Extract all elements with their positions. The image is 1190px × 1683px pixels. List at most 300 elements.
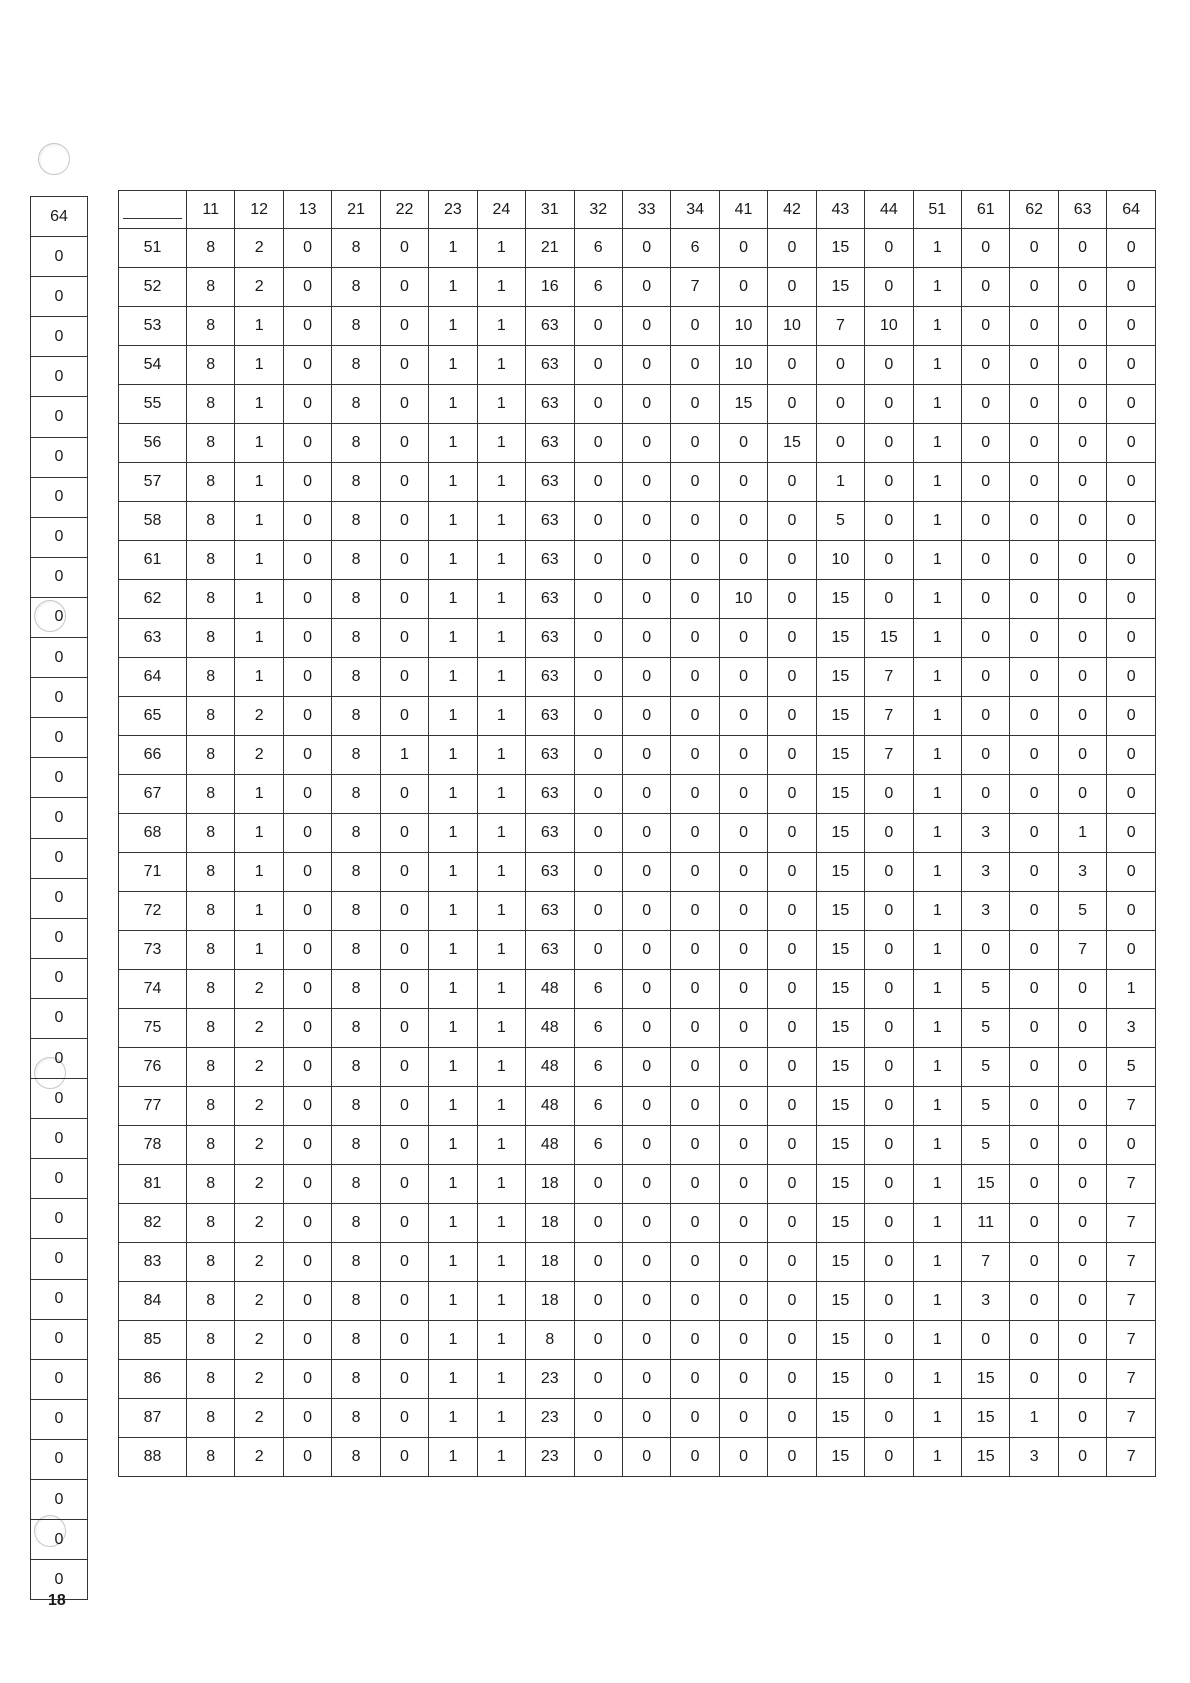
table-cell: 0	[962, 424, 1010, 463]
table-cell: 0	[1107, 346, 1156, 385]
row-label: 68	[119, 814, 187, 853]
table-cell: 1	[913, 1360, 961, 1399]
table-cell: 1	[235, 346, 283, 385]
table-cell: 0	[1058, 463, 1106, 502]
table-cell: 0	[719, 619, 767, 658]
table-cell: 0	[622, 1087, 670, 1126]
table-cell: 0	[1058, 1282, 1106, 1321]
table-cell: 0	[865, 892, 913, 931]
table-row	[119, 463, 1156, 502]
table-cell: 10	[719, 346, 767, 385]
table-cell: 0	[622, 229, 670, 268]
table-cell: 0	[1010, 385, 1058, 424]
table-cell: 1	[429, 1126, 477, 1165]
table-cell: 2	[235, 1165, 283, 1204]
table-cell: 10	[768, 307, 816, 346]
table-cell: 1	[429, 814, 477, 853]
table-row	[119, 970, 1156, 1009]
table-cell: 1	[429, 1165, 477, 1204]
table-cell: 0	[574, 580, 622, 619]
table-cell: 0	[768, 1399, 816, 1438]
table-cell: 0	[622, 853, 670, 892]
table-cell: 8	[332, 814, 380, 853]
table-cell: 1	[429, 697, 477, 736]
table-cell: 8	[187, 1321, 235, 1360]
table-cell: 1	[1010, 1399, 1058, 1438]
table-cell: 1	[429, 892, 477, 931]
table-cell: 0	[622, 541, 670, 580]
row-label: 54	[119, 346, 187, 385]
table-cell: 1	[429, 1087, 477, 1126]
table-cell: 1	[913, 1048, 961, 1087]
table-cell: 0	[380, 1282, 428, 1321]
row-label: 83	[119, 1243, 187, 1282]
table-cell: 15	[816, 229, 864, 268]
table-cell: 1	[429, 1399, 477, 1438]
table-cell: 1	[429, 775, 477, 814]
table-cell: 48	[526, 1126, 574, 1165]
table-cell: 0	[1010, 1321, 1058, 1360]
table-cell: 0	[719, 1399, 767, 1438]
table-cell: 1	[477, 1009, 525, 1048]
table-cell: 0	[768, 1048, 816, 1087]
table-cell: 8	[332, 658, 380, 697]
table-cell: 15	[962, 1399, 1010, 1438]
table-cell: 0	[1058, 1009, 1106, 1048]
table-cell: 1	[913, 1438, 961, 1477]
table-cell: 63	[526, 931, 574, 970]
table-cell: 0	[768, 1282, 816, 1321]
table-cell: 1	[913, 892, 961, 931]
table-cell: 0	[719, 658, 767, 697]
table-cell: 8	[332, 424, 380, 463]
table-cell: 0	[865, 1009, 913, 1048]
table-row	[119, 1048, 1156, 1087]
table-cell: 0	[283, 1204, 331, 1243]
table-row	[119, 892, 1156, 931]
table-cell: 0	[1058, 580, 1106, 619]
table-cell: 8	[187, 775, 235, 814]
table-cell: 7	[671, 268, 719, 307]
table-cell: 0	[1010, 814, 1058, 853]
table-cell: 0	[380, 853, 428, 892]
table-cell: 0	[1010, 970, 1058, 1009]
table-cell: 0	[1058, 619, 1106, 658]
table-cell: 1	[913, 541, 961, 580]
table-cell: 0	[671, 385, 719, 424]
left-column-cell: 0	[31, 517, 87, 557]
table-cell: 1	[235, 424, 283, 463]
table-cell: 1	[429, 1048, 477, 1087]
row-label: 58	[119, 502, 187, 541]
table-cell: 0	[283, 1321, 331, 1360]
table-cell: 0	[622, 1048, 670, 1087]
table-cell: 15	[962, 1360, 1010, 1399]
table-cell: 0	[1010, 580, 1058, 619]
table-cell: 0	[1010, 853, 1058, 892]
table-cell: 8	[332, 1399, 380, 1438]
table-cell: 0	[671, 541, 719, 580]
table-cell: 0	[962, 307, 1010, 346]
table-cell: 1	[477, 1399, 525, 1438]
table-cell: 0	[1107, 541, 1156, 580]
table-cell: 63	[526, 736, 574, 775]
table-row	[119, 385, 1156, 424]
table-cell: 1	[477, 1360, 525, 1399]
table-cell: 1	[477, 697, 525, 736]
column-header: 13	[283, 191, 331, 229]
table-cell: 1	[429, 1438, 477, 1477]
table-cell: 63	[526, 697, 574, 736]
row-label: 75	[119, 1009, 187, 1048]
table-cell: 0	[1107, 658, 1156, 697]
table-cell: 21	[526, 229, 574, 268]
table-cell: 0	[574, 775, 622, 814]
table-cell: 0	[622, 970, 670, 1009]
left-column-cell: 0	[31, 838, 87, 878]
table-cell: 8	[332, 268, 380, 307]
table-cell: 0	[622, 346, 670, 385]
table-cell: 1	[429, 502, 477, 541]
header-row	[119, 191, 1156, 229]
table-cell: 0	[1107, 697, 1156, 736]
table-cell: 16	[526, 268, 574, 307]
table-cell: 0	[574, 1204, 622, 1243]
row-label: 74	[119, 970, 187, 1009]
table-cell: 1	[477, 268, 525, 307]
table-cell: 0	[622, 424, 670, 463]
table-row	[119, 424, 1156, 463]
row-label: 52	[119, 268, 187, 307]
table-cell: 1	[429, 1204, 477, 1243]
table-cell: 0	[1058, 1438, 1106, 1477]
table-cell: 0	[380, 268, 428, 307]
table-cell: 1	[429, 541, 477, 580]
table-cell: 0	[671, 1321, 719, 1360]
table-row	[119, 658, 1156, 697]
table-cell: 1	[913, 1204, 961, 1243]
column-header: 63	[1058, 191, 1106, 229]
table-cell: 0	[283, 1048, 331, 1087]
table-cell: 1	[913, 775, 961, 814]
table-cell: 1	[429, 970, 477, 1009]
table-cell: 1	[429, 346, 477, 385]
table-cell: 0	[283, 892, 331, 931]
table-cell: 0	[380, 229, 428, 268]
table-cell: 63	[526, 619, 574, 658]
table-row	[119, 541, 1156, 580]
left-column-cell: 0	[31, 597, 87, 637]
table-cell: 0	[719, 1204, 767, 1243]
table-cell: 0	[671, 502, 719, 541]
table-cell: 5	[816, 502, 864, 541]
table-cell: 0	[865, 268, 913, 307]
table-cell: 1	[235, 619, 283, 658]
table-cell: 8	[332, 1321, 380, 1360]
table-cell: 15	[816, 1438, 864, 1477]
table-cell: 63	[526, 892, 574, 931]
left-column-cell: 0	[31, 998, 87, 1038]
table-cell: 63	[526, 307, 574, 346]
table-cell: 8	[332, 1360, 380, 1399]
table-cell: 7	[816, 307, 864, 346]
table-row	[119, 736, 1156, 775]
table-cell: 11	[962, 1204, 1010, 1243]
table-cell: 8	[187, 1243, 235, 1282]
table-cell: 0	[962, 463, 1010, 502]
table-cell: 1	[477, 1165, 525, 1204]
table-cell: 0	[865, 580, 913, 619]
row-label: 77	[119, 1087, 187, 1126]
table-cell: 1	[913, 424, 961, 463]
table-cell: 0	[283, 1282, 331, 1321]
table-cell: 1	[235, 931, 283, 970]
table-cell: 0	[283, 1009, 331, 1048]
table-cell: 15	[816, 1399, 864, 1438]
table-cell: 0	[1010, 1165, 1058, 1204]
table-cell: 0	[719, 1438, 767, 1477]
table-cell: 0	[283, 1165, 331, 1204]
table-cell: 0	[768, 892, 816, 931]
table-cell: 0	[574, 736, 622, 775]
table-row	[119, 814, 1156, 853]
table-cell: 8	[332, 1009, 380, 1048]
column-header: 32	[574, 191, 622, 229]
table-cell: 0	[671, 1087, 719, 1126]
table-cell: 1	[477, 1087, 525, 1126]
left-column-header: 64	[31, 196, 87, 236]
left-column-cell: 0	[31, 1359, 87, 1399]
table-cell: 15	[962, 1165, 1010, 1204]
table-cell: 0	[574, 892, 622, 931]
table-cell: 0	[865, 853, 913, 892]
table-cell: 8	[187, 970, 235, 1009]
punch-hole	[38, 143, 70, 175]
table-cell: 1	[477, 619, 525, 658]
row-label: 86	[119, 1360, 187, 1399]
table-cell: 0	[1058, 1243, 1106, 1282]
table-cell: 0	[1107, 619, 1156, 658]
table-cell: 1	[429, 658, 477, 697]
table-cell: 15	[816, 892, 864, 931]
table-cell: 0	[719, 1048, 767, 1087]
table-cell: 7	[1107, 1165, 1156, 1204]
table-cell: 8	[187, 346, 235, 385]
table-cell: 0	[574, 346, 622, 385]
column-header: 31	[526, 191, 574, 229]
table-cell: 0	[283, 736, 331, 775]
table-cell: 6	[574, 268, 622, 307]
table-cell: 1	[429, 307, 477, 346]
table-cell: 1	[429, 463, 477, 502]
table-cell: 0	[1010, 1360, 1058, 1399]
table-cell: 2	[235, 1438, 283, 1477]
table-cell: 0	[671, 814, 719, 853]
table-cell: 0	[962, 697, 1010, 736]
table-cell: 1	[913, 697, 961, 736]
table-cell: 1	[477, 463, 525, 502]
table-cell: 0	[1010, 346, 1058, 385]
table-cell: 1	[429, 853, 477, 892]
table-row	[119, 1009, 1156, 1048]
table-cell: 1	[429, 1243, 477, 1282]
table-cell: 0	[574, 658, 622, 697]
table-cell: 0	[671, 892, 719, 931]
table-cell: 0	[380, 1009, 428, 1048]
left-column-cell: 0	[31, 557, 87, 597]
table-cell: 0	[380, 1204, 428, 1243]
page-number: 18	[48, 1592, 66, 1609]
table-cell: 0	[622, 658, 670, 697]
table-cell: 1	[913, 463, 961, 502]
table-cell: 2	[235, 1243, 283, 1282]
table-cell: 0	[962, 580, 1010, 619]
table-cell: 63	[526, 775, 574, 814]
table-cell: 8	[187, 658, 235, 697]
table-cell: 6	[574, 1087, 622, 1126]
table-cell: 8	[187, 1087, 235, 1126]
left-column-cell: 0	[31, 1319, 87, 1359]
table-cell: 0	[719, 1126, 767, 1165]
table-cell: 0	[962, 346, 1010, 385]
table-cell: 0	[768, 385, 816, 424]
table-cell: 1	[429, 424, 477, 463]
table-cell: 2	[235, 1048, 283, 1087]
table-row	[119, 1282, 1156, 1321]
table-cell: 63	[526, 502, 574, 541]
table-cell: 1	[816, 463, 864, 502]
table-cell: 0	[768, 853, 816, 892]
table-cell: 0	[962, 775, 1010, 814]
table-cell: 0	[768, 229, 816, 268]
table-cell: 0	[283, 697, 331, 736]
table-cell: 8	[187, 1165, 235, 1204]
table-cell: 0	[574, 463, 622, 502]
table-cell: 0	[671, 307, 719, 346]
table-cell: 5	[962, 1048, 1010, 1087]
table-cell: 8	[332, 541, 380, 580]
table-cell: 0	[283, 463, 331, 502]
table-cell: 0	[380, 1087, 428, 1126]
table-cell: 0	[719, 463, 767, 502]
table-cell: 1	[477, 502, 525, 541]
table-cell: 0	[574, 931, 622, 970]
table-cell: 0	[380, 970, 428, 1009]
table-cell: 1	[913, 619, 961, 658]
table-cell: 8	[332, 1048, 380, 1087]
table-cell: 6	[671, 229, 719, 268]
table-cell: 1	[429, 931, 477, 970]
table-cell: 0	[865, 970, 913, 1009]
table-cell: 0	[283, 814, 331, 853]
table-cell: 0	[719, 697, 767, 736]
table-cell: 0	[768, 736, 816, 775]
table-cell: 0	[622, 892, 670, 931]
column-header: 34	[671, 191, 719, 229]
table-cell: 8	[332, 346, 380, 385]
table-cell: 1	[913, 814, 961, 853]
column-header: 24	[477, 191, 525, 229]
table-cell: 3	[962, 1282, 1010, 1321]
table-cell: 8	[187, 385, 235, 424]
table-cell: 8	[187, 424, 235, 463]
table-cell: 0	[283, 1126, 331, 1165]
column-header: 44	[865, 191, 913, 229]
table-cell: 0	[962, 229, 1010, 268]
table-cell: 15	[768, 424, 816, 463]
left-column-cell: 0	[31, 1038, 87, 1078]
table-cell: 0	[719, 1282, 767, 1321]
table-cell: 2	[235, 1126, 283, 1165]
table-row	[119, 307, 1156, 346]
table-cell: 8	[187, 853, 235, 892]
left-column-cell: 0	[31, 1279, 87, 1319]
table-row	[119, 775, 1156, 814]
table-cell: 0	[1010, 1048, 1058, 1087]
row-label: 66	[119, 736, 187, 775]
table-cell: 1	[235, 502, 283, 541]
table-cell: 0	[1107, 892, 1156, 931]
table-cell: 8	[332, 892, 380, 931]
table-cell: 1	[913, 346, 961, 385]
table-cell: 3	[962, 814, 1010, 853]
table-cell: 5	[962, 1087, 1010, 1126]
table-cell: 8	[332, 931, 380, 970]
left-column-cell: 0	[31, 477, 87, 517]
left-column-cell: 0	[31, 797, 87, 837]
table-cell: 8	[332, 229, 380, 268]
table-cell: 15	[816, 931, 864, 970]
table-cell: 0	[768, 1165, 816, 1204]
table-cell: 1	[913, 736, 961, 775]
left-column-cell: 0	[31, 958, 87, 998]
table-cell: 0	[1058, 1165, 1106, 1204]
table-cell: 1	[1107, 970, 1156, 1009]
table-cell: 15	[816, 1087, 864, 1126]
table-cell: 0	[622, 580, 670, 619]
table-cell: 0	[380, 931, 428, 970]
table-cell: 8	[332, 1204, 380, 1243]
row-label: 55	[119, 385, 187, 424]
table-cell: 0	[574, 1360, 622, 1399]
table-cell: 0	[1010, 892, 1058, 931]
left-column-cell: 0	[31, 1439, 87, 1479]
table-cell: 15	[816, 814, 864, 853]
table-cell: 63	[526, 658, 574, 697]
table-cell: 0	[768, 1009, 816, 1048]
table-cell: 0	[671, 463, 719, 502]
table-cell: 8	[187, 736, 235, 775]
table-cell: 1	[429, 619, 477, 658]
table-cell: 10	[816, 541, 864, 580]
table-cell: 0	[1058, 268, 1106, 307]
table-cell: 0	[1107, 814, 1156, 853]
corner-cell	[119, 191, 187, 229]
table-cell: 1	[235, 463, 283, 502]
table-cell: 0	[671, 346, 719, 385]
table-cell: 0	[671, 1243, 719, 1282]
table-cell: 0	[865, 775, 913, 814]
table-cell: 1	[477, 346, 525, 385]
table-cell: 63	[526, 463, 574, 502]
table-cell: 0	[768, 1438, 816, 1477]
table-cell: 0	[283, 970, 331, 1009]
table-cell: 0	[622, 1282, 670, 1321]
table-cell: 0	[622, 1243, 670, 1282]
table-cell: 2	[235, 736, 283, 775]
table-cell: 1	[913, 502, 961, 541]
table-cell: 1	[429, 580, 477, 619]
